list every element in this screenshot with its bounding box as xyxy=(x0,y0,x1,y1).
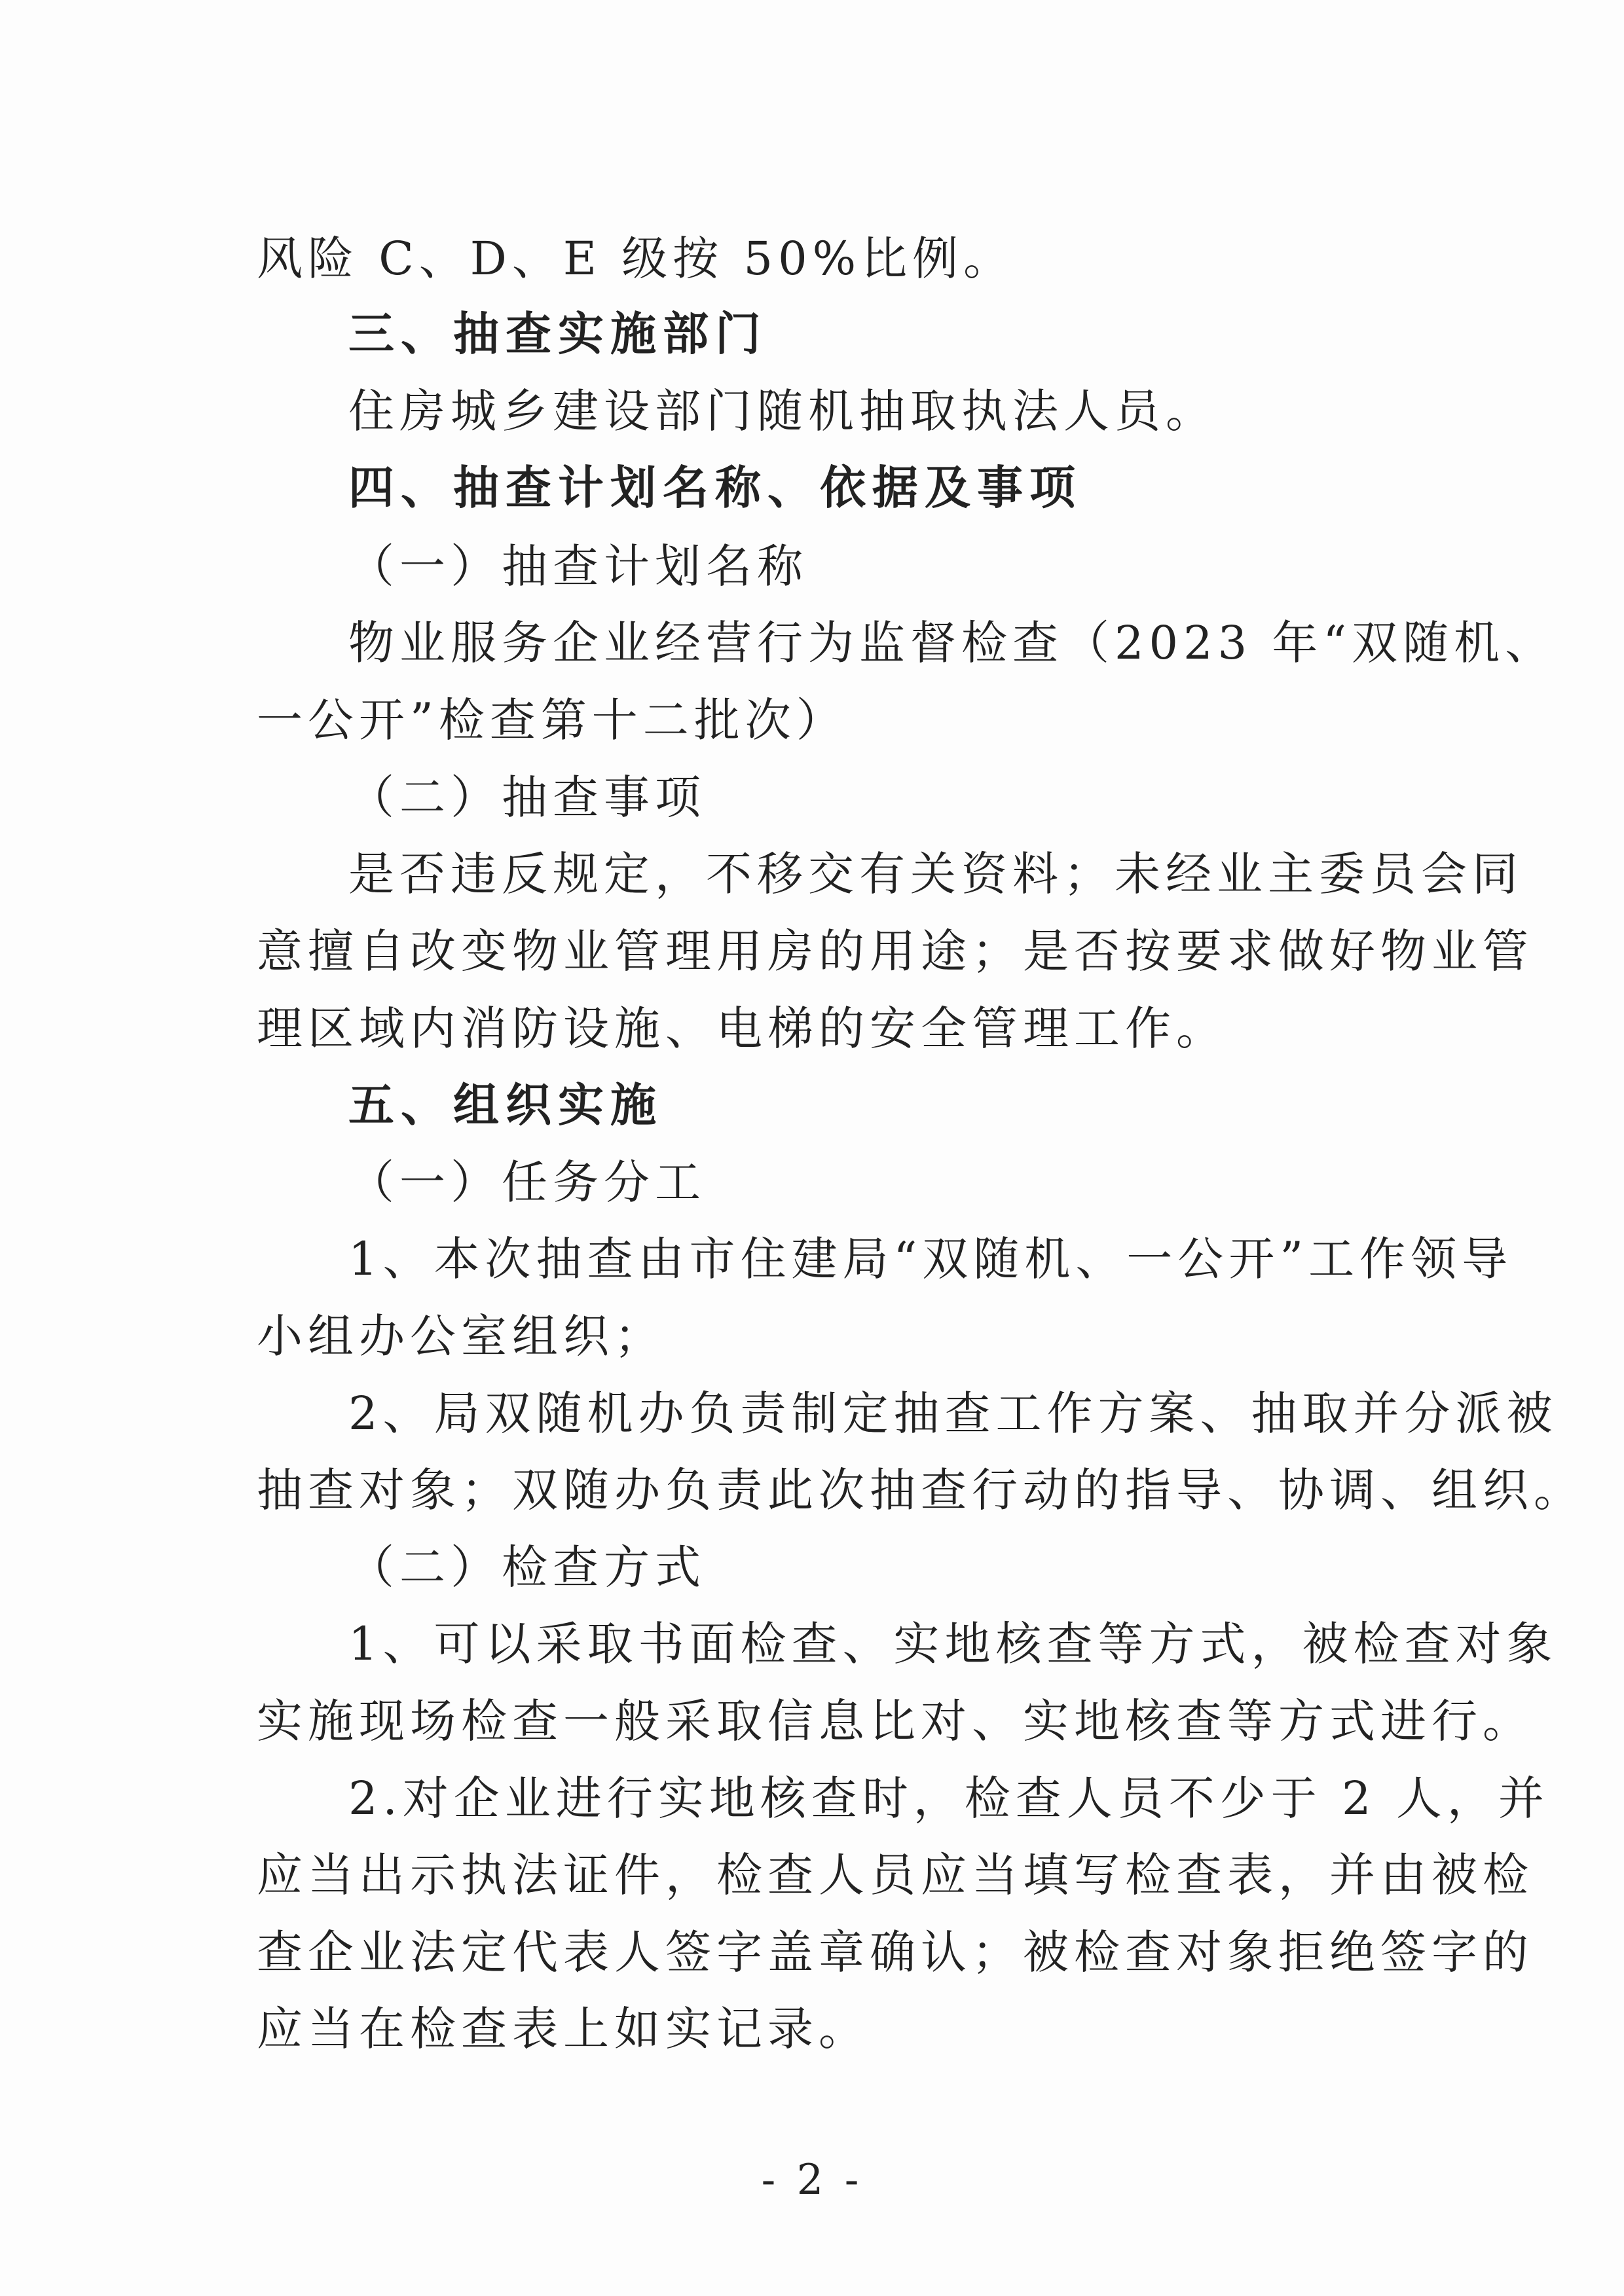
paragraph-line: 一公开”检查第十二批次） xyxy=(257,693,847,747)
paragraph-line: 1、可以采取书面检查、实地核查等方式，被检查对象 xyxy=(348,1617,1558,1671)
page-number: - 2 - xyxy=(761,2156,863,2204)
section-heading-3: 三、抽查实施部门 xyxy=(348,307,767,361)
subsection-heading: （二）抽查事项 xyxy=(348,771,706,824)
paragraph-line: 抽查对象；双随办负责此次抽查行动的指导、协调、组织。 xyxy=(257,1463,1585,1517)
paragraph-line: 小组办公室组织； xyxy=(257,1309,665,1363)
paragraph-line: 意擅自改变物业管理用房的用途；是否按要求做好物业管 xyxy=(257,924,1534,978)
paragraph-line: 1、本次抽查由市住建局“双随机、一公开”工作领导 xyxy=(348,1232,1513,1286)
subsection-heading: （一）抽查计划名称 xyxy=(348,539,808,593)
paragraph-line: 应当在检查表上如实记录。 xyxy=(257,2002,870,2056)
paragraph-line: 是否违反规定，不移交有关资料；未经业主委员会同 xyxy=(348,847,1523,901)
subsection-heading: （一）任务分工 xyxy=(348,1156,706,1209)
paragraph-line: 理区域内消防设施、电梯的安全管理工作。 xyxy=(257,1002,1227,1055)
section-heading-5: 五、组织实施 xyxy=(348,1078,663,1132)
section-heading-4: 四、抽查计划名称、依据及事项 xyxy=(348,461,1082,515)
paragraph-line: 住房城乡建设部门随机抽取执法人员。 xyxy=(348,384,1217,438)
paragraph-line: 2.对企业进行实地核查时，检查人员不少于 2 人，并 xyxy=(348,1772,1549,1825)
paragraph-line: 应当出示执法证件，检查人员应当填写检查表，并由被检 xyxy=(257,1848,1534,1902)
paragraph-line: 物业服务企业经营行为监督检查（2023 年“双随机、 xyxy=(348,616,1557,670)
paragraph-line: 风险 C、D、E 级按 50%比例。 xyxy=(257,232,1015,285)
paragraph-line: 实施现场检查一般采取信息比对、实地核查等方式进行。 xyxy=(257,1694,1534,1748)
subsection-heading: （二）检查方式 xyxy=(348,1540,706,1594)
paragraph-line: 2、局双随机办负责制定抽查工作方案、抽取并分派被 xyxy=(348,1387,1558,1440)
paragraph-line: 查企业法定代表人签字盖章确认；被检查对象拒绝签字的 xyxy=(257,1925,1534,1979)
